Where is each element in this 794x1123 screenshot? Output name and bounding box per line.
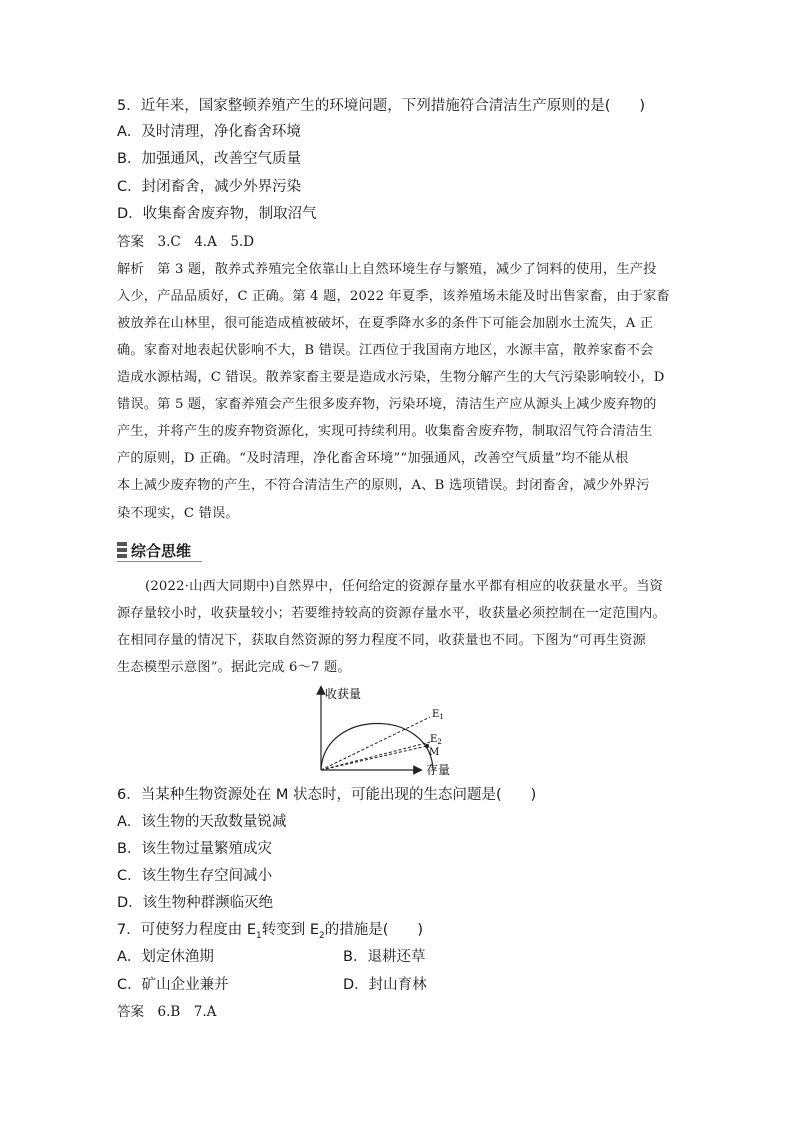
explanation-line: 确。家畜对地表起伏影响不大，B 错误。江西位于我国南方地区，水源丰富，散养家畜不会: [117, 343, 654, 358]
resource-model-figure: [300, 684, 490, 779]
q5-stem: 5．近年来，国家整顿养殖产生的环境问题，下列措施符合清洁生产原则的是( ): [117, 98, 646, 114]
explanation-line: 造成水源枯竭，C 错误。散养家畜主要是造成水污染，生物分解产生的大气污染影响较小，D: [117, 370, 665, 385]
q7-stem-part: 转变到 E: [261, 922, 320, 938]
passage-line: (2022·山西大同期中)自然界中，任何给定的资源存量水平都有相应的收获量水平。当资: [145, 579, 664, 594]
effort-line-e1: [321, 717, 430, 770]
explanation-line: 入少，产品品质好，C 正确。第 4 题，2022 年夏季，该养殖场未能及时出售家畜，由于家畜: [117, 289, 670, 304]
explanation-line: 错误。第 5 题，家畜养殖会产生很多废弃物，污染环境，清洁生产应从源头上减少废弃物的: [117, 397, 657, 412]
answer-3-5: 答案 3.C 4.A 5.D: [117, 234, 255, 250]
explanation-line: 产的原则，D 正确。“及时清理，净化畜舍环境”“加强通风，改善空气质量”均不能从根: [117, 451, 629, 466]
harvest-curve: [321, 724, 433, 771]
explanation-line: 产生，并将产生的废弃物资源化，实现可持续利用。收集畜舍废弃物，制取沼气符合清洁生: [117, 424, 653, 439]
q5-option-a: A．及时清理，净化畜舍环境: [117, 124, 301, 140]
q7-stem-part: 的措施是( ): [324, 922, 424, 938]
x-axis-label: 存量: [426, 763, 451, 777]
section-divider: [117, 561, 202, 562]
q6-option-d: D．该生物种群濒临灭绝: [117, 895, 274, 911]
label-e2: $E_2$: [430, 734, 442, 746]
q7-option-d: D．封山育林: [343, 977, 427, 993]
explanation-line: 染不现实，C 错误。: [117, 506, 239, 521]
q7-stem-sub: 1: [256, 930, 262, 941]
passage-line: 源存量较小时，收获量较小；若要维持较高的资源存量水平，收获量必须控制在一定范围内。: [117, 606, 666, 621]
q7-option-a: A．划定休渔期: [117, 949, 214, 965]
section-marker-icon: [117, 542, 127, 558]
m-dashed-line: [321, 746, 427, 770]
passage-line: 生态模型示意图”。据此完成 6～7 题。: [117, 660, 351, 675]
explanation-line: 本上减少废弃物的产生，不符合清洁生产的原则，A、B 选项错误。封闭畜舍，减少外界污: [117, 478, 650, 493]
q5-option-d: D．收集畜舍废弃物，制取沼气: [117, 206, 317, 222]
explanation-line: 被放养在山林里，很可能造成植被破坏，在夏季降水多的条件下可能会加剧水土流失，A 正: [117, 316, 654, 331]
q6-option-b: B．该生物过量繁殖成灾: [117, 841, 272, 857]
section-header: [117, 540, 191, 560]
label-e1: $E_1$: [432, 709, 444, 721]
q6-stem: 6．当某种生物资源处在 M 状态时，可能出现的生态问题是( ): [117, 787, 537, 803]
q6-option-c: C．该生物生存空间减小: [117, 868, 273, 884]
q7-stem-sub: 2: [319, 930, 325, 941]
section-title: 综合思维: [131, 541, 192, 560]
passage-line: 在相同存量的情况下，获取自然资源的努力程度不同，收获量也不同。下图为“可再生资源: [117, 633, 647, 648]
q6-option-a: A．该生物的天敌数量锐减: [117, 814, 287, 830]
q7-option-c: C．矿山企业兼并: [117, 977, 229, 993]
q5-option-b: B．加强通风，改善空气质量: [117, 151, 301, 167]
q5-option-c: C．封闭畜舍，减少外界污染: [117, 179, 302, 195]
q7-option-b: B．退耕还草: [343, 949, 426, 965]
label-m: M: [429, 747, 440, 758]
explanation-line: 解析 第 3 题，散养式养殖完全依靠山上自然环境生存与繁殖，减少了饲料的使用，生产投: [117, 262, 657, 277]
q7-stem: [117, 920, 423, 946]
answer-6-7: 答案 6.B 7.A: [117, 1004, 217, 1020]
y-axis-label: 收获量: [325, 687, 362, 701]
q7-stem-part: 7．可使努力程度由 E: [117, 922, 256, 938]
